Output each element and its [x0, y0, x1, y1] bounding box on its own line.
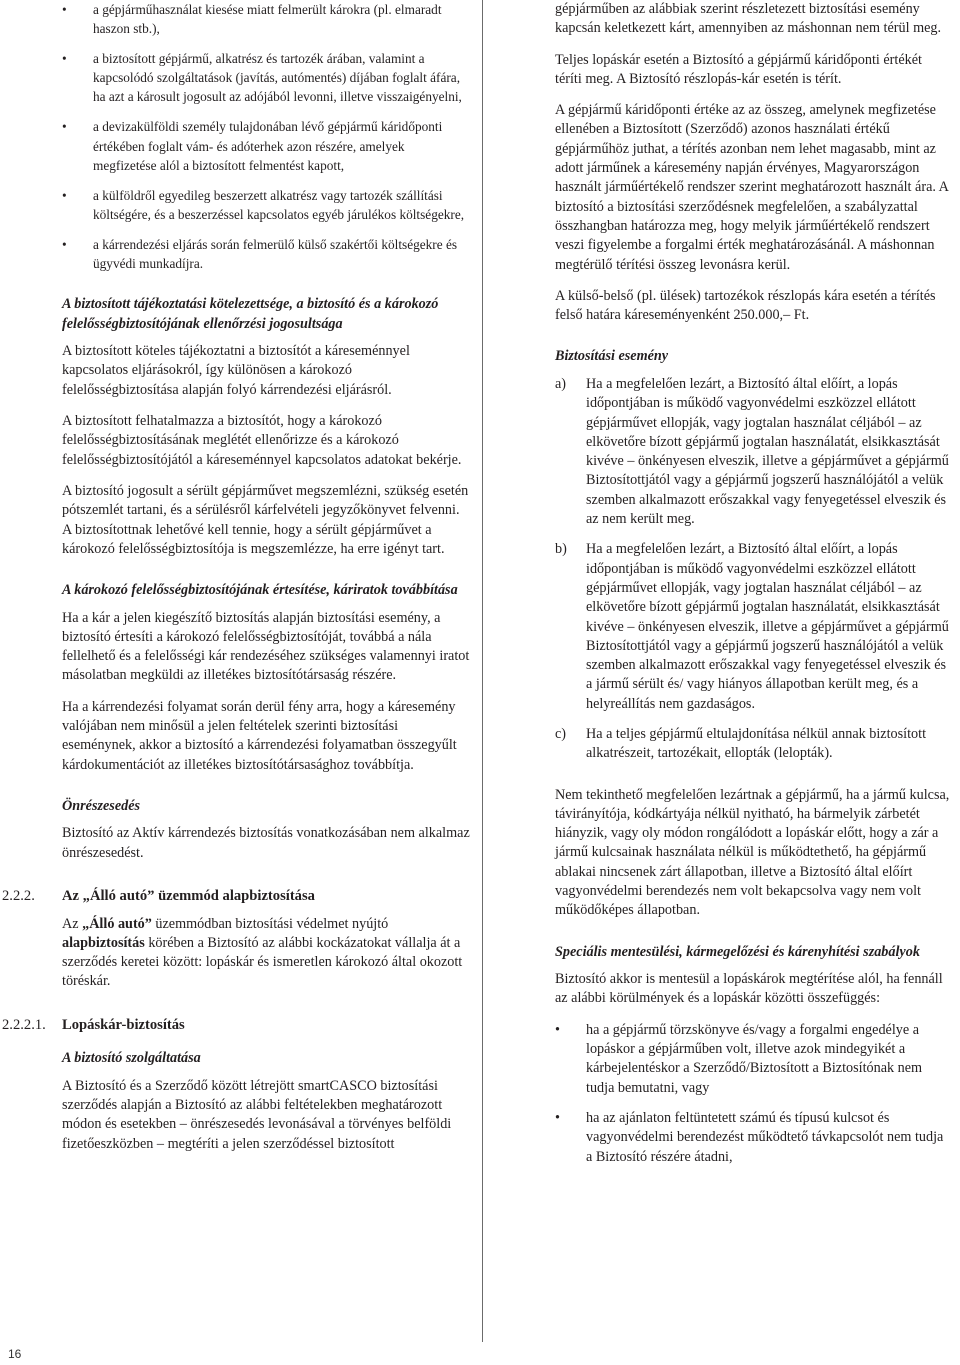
paragraph: gépjárműben az alábbiak szerint részletezett biztosítási esemény kapcsán keletkezett kárt, amennyiben az máshonnan nem térül meg. [555, 1, 942, 37]
paragraph: Biztosító az Aktív kárrendezés biztosítás vonatkozásában nem alkalmaz önrészesedést. [62, 825, 470, 861]
condition-list [555, 1021, 951, 1167]
list-text: Ha a megfelelően lezárt, a Biztosító által előírt, a lopás időpontjában is működő vagyonvédelmi eszközzel ellátott gépjárművet ellopják, vagy jogtalan használat céljából – az elkövetőre bízott gépjármű jogtalan használatát, elsikkasztását kivéve – önkényesen elveszik, illetve a gépjárművet a gépjármű Biztosítottjától vagy a gépjármű jogszerű használójától a velük szemben alkalmazott erőszakkal vagy fenyegetéssel elveszik és a jármű sérült és/ vagy hiányos állapotban került meg, és a helyreállítás nem gazdaságos. [586, 541, 949, 712]
numbered-heading [2, 1016, 470, 1036]
list-text: Ha a megfelelően lezárt, a Biztosító által előírt, a lopás időpontjában is működő vagyonvédelmi eszközzel ellátott gépjárművet ellopják, vagy jogtalan használat céljából – az elkövetőre bízott gépjármű jogtalan használatát, elsikkasztását kivéve – önkényesen elveszik, illetve a gépjárművet a gépjármű Biztosítottjától vagy a gépjármű jogszerű használójától a velük szemben alkalmazott erőszakkal vagy fenyegetéssel elveszik és az nem került meg. [586, 375, 949, 528]
list-letter: a) [555, 375, 567, 392]
paragraph: Ha a kárrendezési folyamat során derül fény arra, hogy a káresemény valójában nem minősül a jelen feltételek szerinti biztosítási eseménynek, akkor a biztosító a kárrendezési folyamatban összegyűlt kárdokumentációt az illetékes biztosítótársasághoz továbbítja. [62, 698, 457, 773]
numbered-heading [2, 887, 470, 907]
paragraph: A biztosított felhatalmazza a biztosítót, hogy a károkozó felelősségbiztosításának meglétét ellenőrizze és a károkozó felelősségbiztosítójától a káreseménnyel kapcsolatos adatokat bekérje. [62, 413, 462, 468]
paragraph [62, 915, 470, 992]
section-number: 2.2.2.1. [2, 1016, 46, 1033]
paragraph: Nem tekinthető megfelelően lezártnak a gépjármű, ha a jármű kulcsa, távirányítója, kódkártyája nélkül nyitható, ha bármelyik zárbetét hiányzik, vagy oly módon rongálódott a lopáskár előtt, hogy a zár a jármű kulcsainak használata nélkül is működtethető, ha gépjármű ablakai nincsenek zárt állapotban, illetve a Biztosító által előírt vagyonvédelmi berendezés nem volt bekapcsolva vagy nem volt működőképes állapotban. [555, 786, 950, 919]
page-number: 16 [8, 1347, 22, 1361]
list-item: • a devizakülföldi személy tulajdonában lévő gépjármű káridőponti értékében foglalt vám- és adóterhek azon részére, amelyek megfizetése alól a biztosított felmentést kapott, [62, 117, 470, 174]
list-letter: c) [555, 726, 567, 742]
emphasis: alapbiztosítás [62, 934, 145, 951]
list-item: • ha az ajánlaton feltüntetett számú és típusú kulcsot és vagyonvédelmi berendezést működtető távkapcsolót nem tudja a Biztosító részére átadni, [555, 1109, 951, 1167]
event-list [555, 375, 951, 764]
list-item [555, 375, 951, 529]
list-text: Ha a teljes gépjármű eltulajdonítása nélkül annak biztosított alkatrészeit, tartozékait, ellopták (lelopták). [586, 726, 927, 762]
section-number: 2.2.2. [2, 888, 35, 905]
list-item [555, 725, 951, 764]
text-run: üzemmódban biztosítási védelmet nyújtó [151, 915, 389, 932]
list-item: • a biztosított gépjármű, alkatrész és tartozék árában, valamint a kapcsolódó szolgáltatások (javítás, autómentés) díjában foglalt áfára, ha azt a károsult jogosult az adójából levonni, illetve visszaigényelni, [62, 49, 470, 106]
list-item [555, 540, 951, 714]
paragraph: A biztosított köteles tájékoztatni a biztosítót a káreseménnyel kapcsolatos eljárásokról, így különösen a károkozó felelősségbiztosítása alapján folyó kárrendezési eljárásról. [62, 343, 410, 398]
left-column [2, 0, 470, 1166]
text-run: Az [62, 915, 83, 932]
paragraph: A biztosító jogosult a sérült gépjárművet megszemlézni, szükség esetén pótszemlét tartani, és a sérülésről kárfelvételi jegyzőkönyvet felvenni. A biztosítottnak lehetővé kell tennie, hogy a sérült gépjárművet a károkozó felelősségbiztosítója is megszemlézze, ha erre igényt tart. [62, 482, 469, 557]
section-heading: Önrészesedés [62, 797, 141, 814]
column-divider [482, 0, 483, 1342]
list-item: • a gépjárműhasználat kiesése miatt felmerült károkra (pl. elmaradt haszon stb.), [62, 0, 470, 38]
section-heading: A károkozó felelősségbiztosítójának értesítése, káriratok továbbítása [62, 582, 458, 599]
right-column [555, 0, 951, 1179]
list-item: • a kárrendezési eljárás során felmerülő külső szakértői költségekre és ügyvédi munkadíjra. [62, 235, 470, 273]
text-run: körében a Biztosító az alábbi kockázatokat vállalja át a szerződés keretei között: lopáskár és ismeretlen károkozó által okozott töréskár. [62, 934, 463, 990]
list-item: • ha a gépjármű törzskönyve és/vagy a forgalmi engedélye a lopáskor a gépjárműben volt, illetve azok mindegyikét a kárbejelentéskor a Szerződő/Biztosított a Biztosítónak nem tudja bemutatni, vagy [555, 1021, 951, 1098]
section-heading: A biztosító szolgáltatása [62, 1050, 201, 1067]
section-heading: A biztosított tájékoztatási kötelezettsége, a biztosító és a károkozó felelősségbiztosítójának ellenőrzési jogosultsága [62, 296, 439, 332]
section-title: Lopáskár-biztosítás [62, 1016, 185, 1033]
paragraph: Biztosító akkor is mentesül a lopáskárok megtérítése alól, ha fennáll az alábbi körülmények és a lopáskár közötti összefüggés: [555, 971, 943, 1007]
section-title: Az „Álló autó” üzemmód alapbiztosítása [62, 888, 315, 905]
list-item: • a külföldről egyedileg beszerzett alkatrész vagy tartozék szállítási költségére, és a beszerzéssel kapcsolatos egyéb járulékos költségekre, [62, 186, 470, 224]
list-letter: b) [555, 541, 567, 558]
paragraph: Teljes lopáskár esetén a Biztosító a gépjármű káridőponti értékét téríti meg. A Biztosító részlopás-kár esetén is térít. [555, 51, 922, 87]
emphasis: „Álló autó” [82, 915, 152, 932]
section-heading: Speciális mentesülési, kármegelőzési és kárenyhítési szabályok [555, 943, 920, 960]
paragraph: A külső-belső (pl. ülések) tartozékok részlopás kára esetén a térítés felső határa káreseményenként 250.000,– Ft. [555, 287, 936, 324]
section-heading: Biztosítási esemény [555, 348, 669, 365]
paragraph: A gépjármű káridőponti értéke az az összeg, amelynek megfizetése ellenében a Biztosított (Szerződő) azonos használati értékű gépjárműhöz juthat, a térítés azonban nem lehet magasabb, mint az adott járműnek a káresemény napján érvényes, Magyarországon használt járműértékelő rendszer szerint meghatározott használt ára. A biztosító a biztosítási szerződésnek megfelelően, a szabályzattal összhangban határozza meg, hogy melyik járműértékelő rendszert veszi figyelembe a forgalmi érték meghatározásánál. A máshonnan megtérülő térítési összeg levonásra kerül. [555, 102, 949, 273]
paragraph: Ha a kár a jelen kiegészítő biztosítás alapján biztosítási esemény, a biztosító értesíti a károkozó felelősségbiztosítóját, továbbá a nála fellelhető és a felelősségi kár rendezéséhez szükséges valamennyi iratot másolatban megküldi az illetékes biztosítótársaság részére. [62, 609, 470, 684]
exclusion-list [62, 0, 470, 273]
paragraph: A Biztosító és a Szerződő között létrejött smartCASCO biztosítási szerződés alapján a Biztosító az alábbi feltételekben meghatározott módon és esetekben – önrészesedés levonásával a törvényes belföldi fizetőeszközben – megtéríti a jelen szerződéssel biztosított [62, 1077, 452, 1152]
